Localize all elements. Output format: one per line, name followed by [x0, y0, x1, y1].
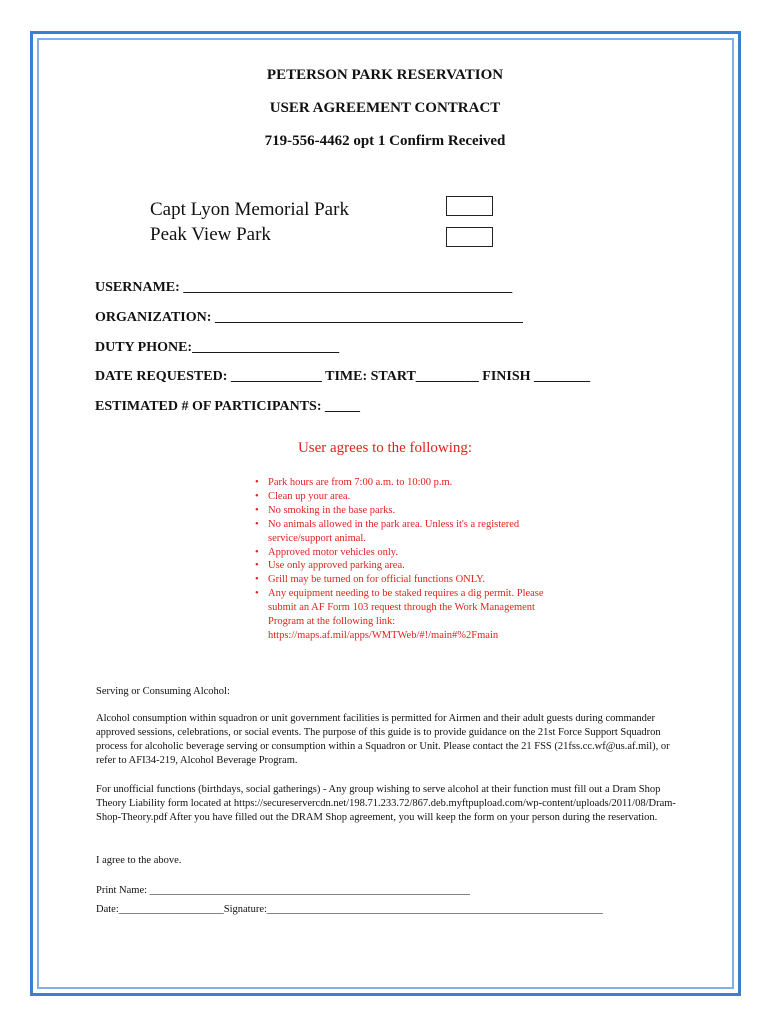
contact-phone: 719-556-4462 opt 1 Confirm Received [264, 133, 506, 149]
park-checkbox-capt-lyon[interactable] [446, 196, 493, 216]
document-title: PETERSON PARK RESERVATION [266, 67, 504, 83]
bullet-icon: • [255, 560, 259, 572]
alcohol-paragraph-official: Alcohol consumption within squadron or unit government facilities is permitted for Airmen and their adult guests during commander approved sessions, celebrations, or social events. The purpose of this guide is to provide guidance on the 21st Force Support Squadron process for alcoholic beverage serving or consumption within a Squadron or Unit. Please contact the 21 FSS (21fss.cc.wf@us.af.mil), or refer to AFI34-219, Alcohol Beverage Program. [96, 713, 670, 766]
bullet-icon: • [255, 490, 259, 502]
agree-statement: I agree to the above. [96, 855, 182, 866]
bullet-icon: • [255, 504, 259, 516]
park-checkbox-peak-view[interactable] [446, 227, 493, 247]
username-field[interactable]: USERNAME: _______________________________________________ [95, 280, 513, 295]
rule-text: No animals allowed in the park area. Unless it's a registered service/support animal. [268, 518, 520, 544]
rule-text: Use only approved parking area. [268, 560, 405, 572]
alcohol-paragraph-unofficial: For unofficial functions (birthdays, social gatherings) - Any group wishing to serve alcohol at their function must fill out a Dram Shop Theory Liability form located at https://secureservercdn.net/198.71.233.72/867.deb.myftpupload.com/wp-content/uploads/2011/08/Dram-Shop-Theory.pdf After you have filled out the DRAM Shop agreement, you will keep the form on your person during the reservation. [96, 784, 676, 823]
bullet-icon: • [255, 588, 259, 600]
participants-field[interactable]: ESTIMATED # OF PARTICIPANTS: _____ [95, 399, 361, 414]
rule-text: Any equipment needing to be staked requires a dig permit. Please submit an AF Form 103 request through the Work Management Program at the following link: https://maps.af.mil/apps/WMTWeb/#!/main#%2Fmain [268, 588, 544, 641]
rule-text: No smoking in the base parks. [268, 504, 396, 516]
bullet-icon: • [255, 546, 259, 558]
date-time-field[interactable]: DATE REQUESTED: _____________ TIME: START_________ FINISH ________ [95, 369, 591, 384]
document-subtitle: USER AGREEMENT CONTRACT [269, 100, 501, 116]
rule-item [253, 518, 553, 546]
rule-item [253, 573, 553, 587]
park-option-peak-view-label: Peak View Park [150, 224, 271, 245]
rule-item [253, 587, 553, 643]
agreement-rules-list [253, 476, 553, 643]
agreement-heading: User agrees to the following: [297, 440, 473, 456]
rule-item [253, 490, 553, 504]
alcohol-heading: Serving or Consuming Alcohol: [96, 686, 230, 697]
rule-item [253, 504, 553, 518]
rule-item [253, 476, 553, 490]
alcohol-policy-unofficial [96, 783, 676, 825]
alcohol-policy-text [96, 712, 676, 768]
rule-text: Park hours are from 7:00 a.m. to 10:00 p.m. [268, 477, 453, 488]
print-name-field[interactable]: Print Name: _____________________________________________________________ [96, 885, 470, 896]
duty-phone-field[interactable]: DUTY PHONE:_____________________ [95, 340, 340, 355]
organization-field[interactable]: ORGANIZATION: ____________________________________________ [95, 310, 523, 325]
rule-text: Clean up your area. [268, 490, 351, 502]
bullet-icon: • [255, 477, 259, 488]
rule-item [253, 546, 553, 560]
rule-text: Grill may be turned on for official functions ONLY. [268, 574, 485, 586]
rule-text: Approved motor vehicles only. [268, 546, 398, 558]
bullet-icon: • [255, 518, 259, 530]
bullet-icon: • [255, 574, 259, 586]
date-signature-field[interactable]: Date:____________________Signature:________________________________________________________________ [96, 904, 603, 915]
rule-item [253, 559, 553, 573]
park-option-capt-lyon-label: Capt Lyon Memorial Park [150, 199, 349, 220]
